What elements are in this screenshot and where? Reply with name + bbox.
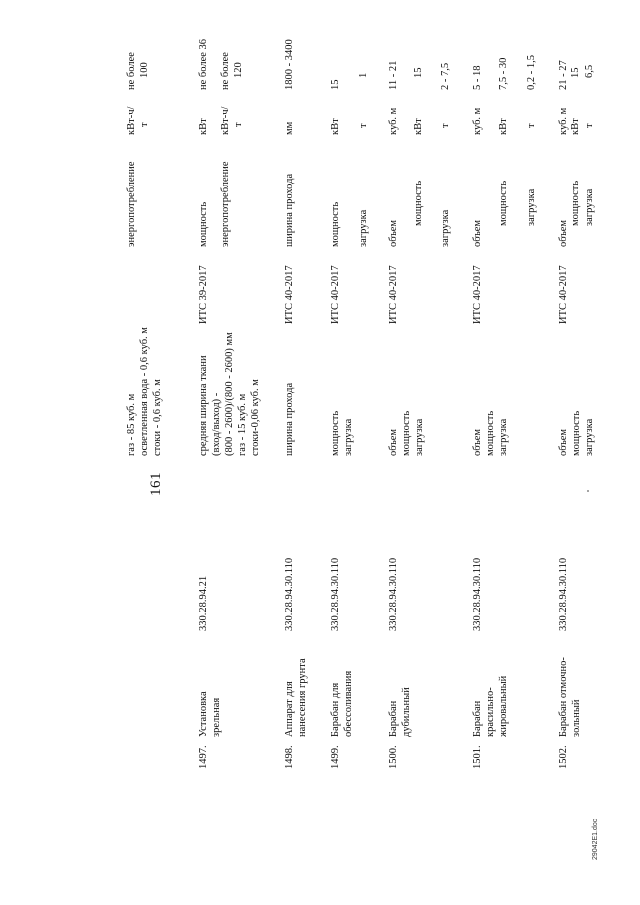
row-name-line-2: дубильный <box>401 687 412 737</box>
page-number: 161 <box>148 472 164 496</box>
continuation-unit-line-2: т <box>139 122 150 127</box>
row-number: 1501. <box>472 745 483 769</box>
row-name-line-1: Установка <box>198 691 209 737</box>
row-value: 11 - 21 <box>388 60 399 90</box>
row-value: не более 36 <box>198 38 209 90</box>
row-param-3: загрузка <box>498 418 509 456</box>
row-indicator: загрузка <box>440 209 451 247</box>
row-number: 1499. <box>330 745 341 769</box>
row-unit: т <box>358 123 369 128</box>
row-number: 1500. <box>388 745 399 769</box>
row-standard: ИТС 40-2017 <box>472 265 483 324</box>
row-indicator: загрузка <box>526 188 537 226</box>
row-param-2: (вход/выход) - <box>211 392 222 456</box>
row-unit: кВт <box>570 118 581 135</box>
row-standard: ИТС 39-2017 <box>198 265 209 324</box>
row-indicator: мощность <box>570 180 581 226</box>
row-unit: т <box>584 123 595 128</box>
continuation-param-3: стоки - 0,6 куб. м <box>152 379 163 456</box>
row-unit: кВт <box>198 118 209 135</box>
row-param-1: объем <box>472 428 483 456</box>
row-number: 1497. <box>198 745 209 769</box>
row-standard: ИТС 40-2017 <box>284 265 295 324</box>
row-name-line-1: Барабан <box>472 700 483 737</box>
row-code: 330.28.94.30.110 <box>284 557 295 631</box>
row-indicator: мощность <box>413 180 424 226</box>
row-name-line-1: Аппарат для <box>284 681 295 737</box>
row-param-1: ширина прохода <box>284 382 295 456</box>
row-param-5: стоки-0,06 куб. м <box>250 379 261 456</box>
row-unit: кВт <box>413 118 424 135</box>
row-param-2: мощность <box>571 410 582 456</box>
row-name-line-2: нанесения грунта <box>297 658 308 737</box>
row-indicator: объем <box>388 219 399 247</box>
row-param-3: загрузка <box>414 418 425 456</box>
row-code: 330.28.94.30.110 <box>472 557 483 631</box>
row-value: 0,2 - 1,5 <box>526 55 537 90</box>
row-name-line-2: красильно- <box>485 687 496 737</box>
row-value: 5 - 18 <box>472 65 483 90</box>
continuation-value-line-1: не более <box>126 52 137 90</box>
row-name-line-1: Барабан для <box>330 682 341 737</box>
row-code: 330.28.94.21 <box>198 575 209 631</box>
row-code: 330.28.94.30.110 <box>388 557 399 631</box>
continuation-param-2: осветленная вода - 0,6 куб. м <box>139 327 150 456</box>
row-value: 2 - 7,5 <box>440 62 451 90</box>
row-value: 7,5 - 30 <box>498 57 509 90</box>
row-param-2: мощность <box>485 410 496 456</box>
row-value-line-2: 120 <box>233 62 244 78</box>
row-value: 6,5 <box>584 64 595 78</box>
row-indicator: мощность <box>330 201 341 247</box>
row-name-line-1: Барабан <box>388 700 399 737</box>
row-unit: т <box>440 123 451 128</box>
row-value: 15 <box>570 67 581 78</box>
row-param-3: загрузка <box>584 418 595 456</box>
row-value-line-1: не более <box>220 52 231 90</box>
row-unit: т <box>526 123 537 128</box>
row-param-1: средняя ширина ткани <box>198 355 209 456</box>
row-param-2: загрузка <box>343 418 354 456</box>
row-indicator: мощность <box>198 201 209 247</box>
row-param-1: мощность <box>330 410 341 456</box>
row-value: 1 <box>358 72 369 78</box>
row-indicator: мощность <box>498 180 509 226</box>
row-value: 15 <box>330 79 341 90</box>
row-unit: куб. м <box>472 107 483 135</box>
row-value: 1800 - 3400 <box>284 39 295 90</box>
row-code: 330.28.94.30.110 <box>558 557 569 631</box>
row-name-line-2: зрельная <box>211 697 222 737</box>
continuation-indicator: энергопотребление <box>126 161 137 247</box>
continuation-unit-line-1: кВт-ч/ <box>126 106 137 135</box>
row-param-3: (800 - 2600)/(800 - 2600) мм <box>224 332 235 456</box>
row-unit-line-1: кВт-ч/ <box>220 106 231 135</box>
row-name-line-1: Барабан отмочно- <box>558 657 569 737</box>
row-number: 1502. <box>558 745 569 769</box>
row-indicator: загрузка <box>358 209 369 247</box>
row-name-line-2: зольный <box>571 699 582 737</box>
continuation-param-1: газ - 85 куб. м <box>126 393 137 456</box>
row-param-4: газ - 15 куб. м <box>237 393 248 456</box>
row-indicator: энергопотребление <box>220 161 231 247</box>
row-param-1: объем <box>388 428 399 456</box>
row-unit: мм <box>284 121 295 135</box>
row-name-line-3: жировальный <box>498 675 509 737</box>
row-indicator: объем <box>558 219 569 247</box>
rotated-table <box>40 38 600 862</box>
row-indicator: ширина прохода <box>284 173 295 247</box>
row-unit-line-2: т <box>233 122 244 127</box>
row-indicator: загрузка <box>584 188 595 226</box>
scan-dot <box>587 490 589 492</box>
row-unit: кВт <box>498 118 509 135</box>
row-param-1: объем <box>558 428 569 456</box>
row-code: 330.28.94.30.110 <box>330 557 341 631</box>
footer-filename: 29042E1.doc <box>592 818 599 860</box>
row-param-2: мощность <box>401 410 412 456</box>
row-indicator: объем <box>472 219 483 247</box>
row-standard: ИТС 40-2017 <box>558 265 569 324</box>
row-standard: ИТС 40-2017 <box>330 265 341 324</box>
row-standard: ИТС 40-2017 <box>388 265 399 324</box>
row-name-line-2: обессоливания <box>343 670 354 737</box>
row-value: 15 <box>413 67 424 78</box>
row-unit: куб. м <box>558 107 569 135</box>
row-value: 21 - 27 <box>558 60 569 90</box>
continuation-value-line-2: 100 <box>139 62 150 78</box>
row-unit: кВт <box>330 118 341 135</box>
row-number: 1498. <box>284 745 295 769</box>
row-unit: куб. м <box>388 107 399 135</box>
